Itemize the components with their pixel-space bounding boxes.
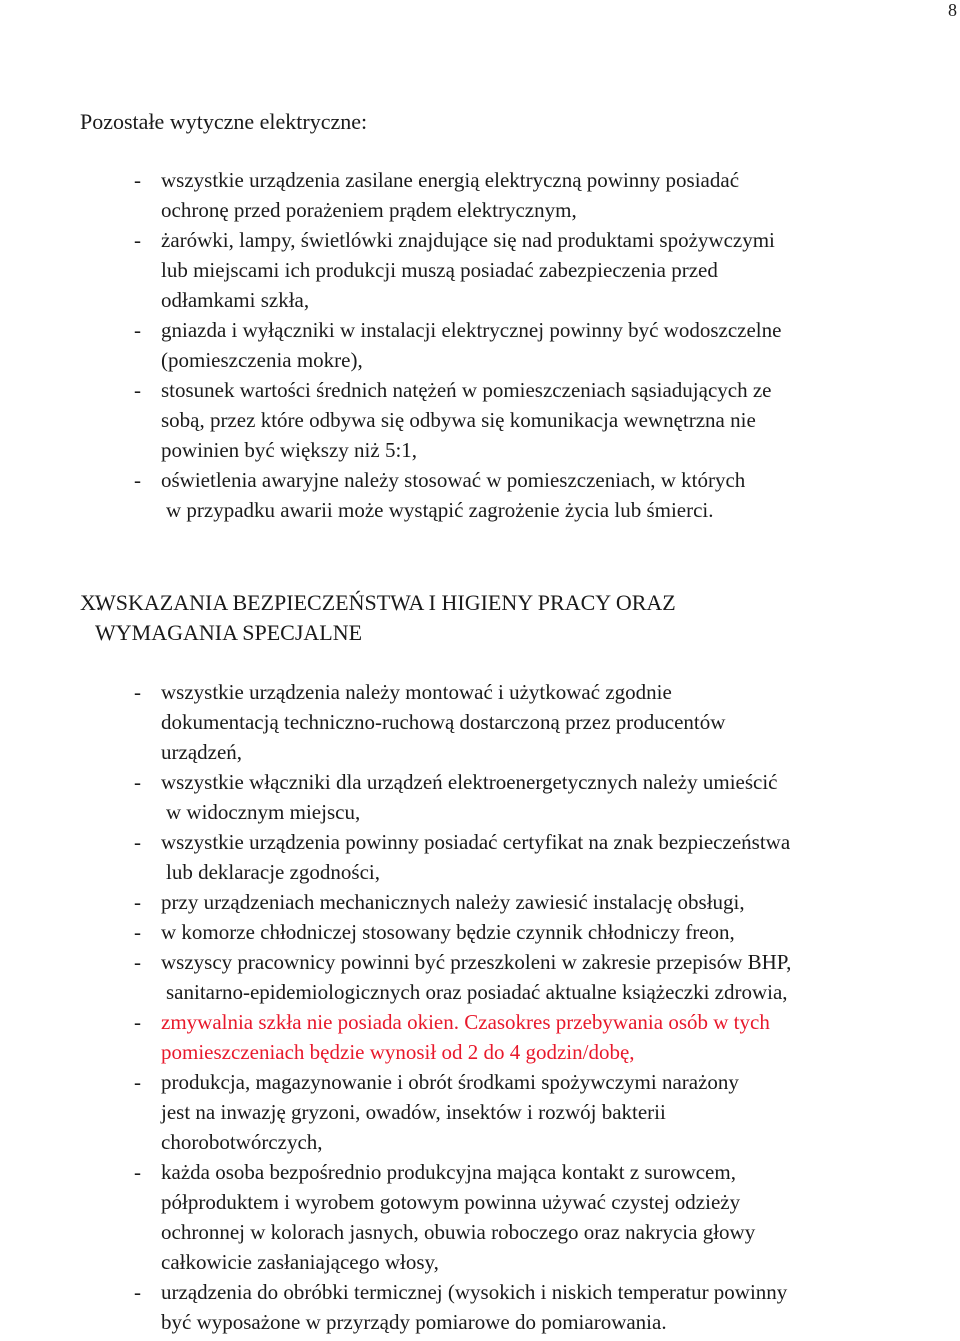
list-item-line: sobą, przez które odbywa się odbywa się komunikacja wewnętrzna nie: [161, 408, 756, 432]
list-bullet: -: [134, 920, 141, 944]
list-bullet: -: [134, 1160, 141, 1184]
list-item-line: każda osoba bezpośrednio produkcyjna mająca kontakt z surowcem,: [161, 1160, 736, 1184]
list-item-line: w przypadku awarii może wystąpić zagrożenie życia lub śmierci.: [166, 498, 714, 522]
list-item-line: żarówki, lampy, świetlówki znajdujące się nad produktami spożywczymi: [161, 228, 775, 252]
list-item-line: całkowicie zasłaniającego włosy,: [161, 1250, 439, 1274]
list-bullet: -: [134, 680, 141, 704]
list-item-line: oświetlenia awaryjne należy stosować w pomieszczeniach, w których: [161, 468, 746, 492]
list-item-line: przy urządzeniach mechanicznych należy zawiesić instalację obsługi,: [161, 890, 745, 914]
list-item-line: wszystkie włączniki dla urządzeń elektroenergetycznych należy umieścić: [161, 770, 778, 794]
list-item-line: półproduktem i wyrobem gotowym powinna używać czystej odzieży: [161, 1190, 741, 1214]
list-bullet: -: [134, 830, 141, 854]
list-item-line: lub miejscami ich produkcji muszą posiadać zabezpieczenia przed: [161, 258, 718, 282]
list-item-line: ochronnej w kolorach jasnych, obuwia roboczego oraz nakrycia głowy: [161, 1220, 756, 1244]
list-bullet: -: [134, 318, 141, 342]
list-item-line: być wyposażone w przyrządy pomiarowe do pomiarowania.: [161, 1310, 667, 1334]
list-item-line: urządzenia do obróbki termicznej (wysokich i niskich temperatur powinny: [161, 1280, 788, 1304]
list-item-line: wszyscy pracownicy powinni być przeszkoleni w zakresie przepisów BHP,: [161, 950, 792, 974]
section-title: Pozostałe wytyczne elektryczne:: [80, 109, 368, 134]
list-item-line: urządzeń,: [161, 740, 243, 764]
list-bullet: -: [134, 468, 141, 492]
list-item-line: lub deklaracje zgodności,: [166, 860, 380, 884]
list-bullet: -: [134, 1280, 141, 1304]
list-bullet: -: [134, 378, 141, 402]
list-item-line-highlighted: pomieszczeniach będzie wynosił od 2 do 4 godzin/dobę,: [161, 1040, 635, 1064]
list-item-line: dokumentacją techniczno-ruchową dostarczoną przez producentów: [161, 710, 726, 734]
list-bullet: -: [134, 228, 141, 252]
list-bullet: -: [134, 770, 141, 794]
list-bullet: -: [134, 890, 141, 914]
page-number: 8: [948, 0, 957, 20]
list-bullet: -: [134, 1070, 141, 1094]
list-item-line: sanitarno-epidemiologicznych oraz posiadać aktualne książeczki zdrowia,: [166, 980, 788, 1004]
list-item-line: w komorze chłodniczej stosowany będzie czynnik chłodniczy freon,: [161, 920, 735, 944]
list-item-line-highlighted: zmywalnia szkła nie posiada okien. Czasokres przebywania osób w tych: [161, 1010, 770, 1034]
list-bullet: -: [134, 950, 141, 974]
list-item-line: wszystkie urządzenia należy montować i użytkować zgodnie: [161, 680, 672, 704]
list-item-line: ochronę przed porażeniem prądem elektrycznym,: [161, 198, 577, 222]
list-item-line: jest na inwazję gryzoni, owadów, insektów i rozwój bakterii: [161, 1100, 666, 1124]
list-item-line: gniazda i wyłączniki w instalacji elektrycznej powinny być wodoszczelne: [161, 318, 782, 342]
list-item-line: w widocznym miejscu,: [166, 800, 361, 824]
list-item-line: (pomieszczenia mokre),: [161, 348, 363, 372]
list-item-line: stosunek wartości średnich natężeń w pomieszczeniach sąsiadujących ze: [161, 378, 772, 402]
list-bullet: -: [134, 168, 141, 192]
section-heading-line: WSKAZANIA BEZPIECZEŃSTWA I HIGIENY PRACY ORAZ: [95, 590, 676, 615]
list-item-line: odłamkami szkła,: [161, 288, 310, 312]
list-item-line: wszystkie urządzenia zasilane energią elektryczną powinny posiadać: [161, 168, 740, 192]
list-item-line: chorobotwórczych,: [161, 1130, 323, 1154]
list-item-line: wszystkie urządzenia powinny posiadać certyfikat na znak bezpieczeństwa: [161, 830, 791, 854]
section-heading-line: WYMAGANIA SPECJALNE: [95, 620, 363, 645]
section-number: X.: [80, 590, 102, 615]
list-item-line: powinien być większy niż 5:1,: [161, 438, 418, 462]
list-item-line: produkcja, magazynowanie i obrót środkami spożywczymi narażony: [161, 1070, 739, 1094]
list-bullet: -: [134, 1010, 141, 1034]
